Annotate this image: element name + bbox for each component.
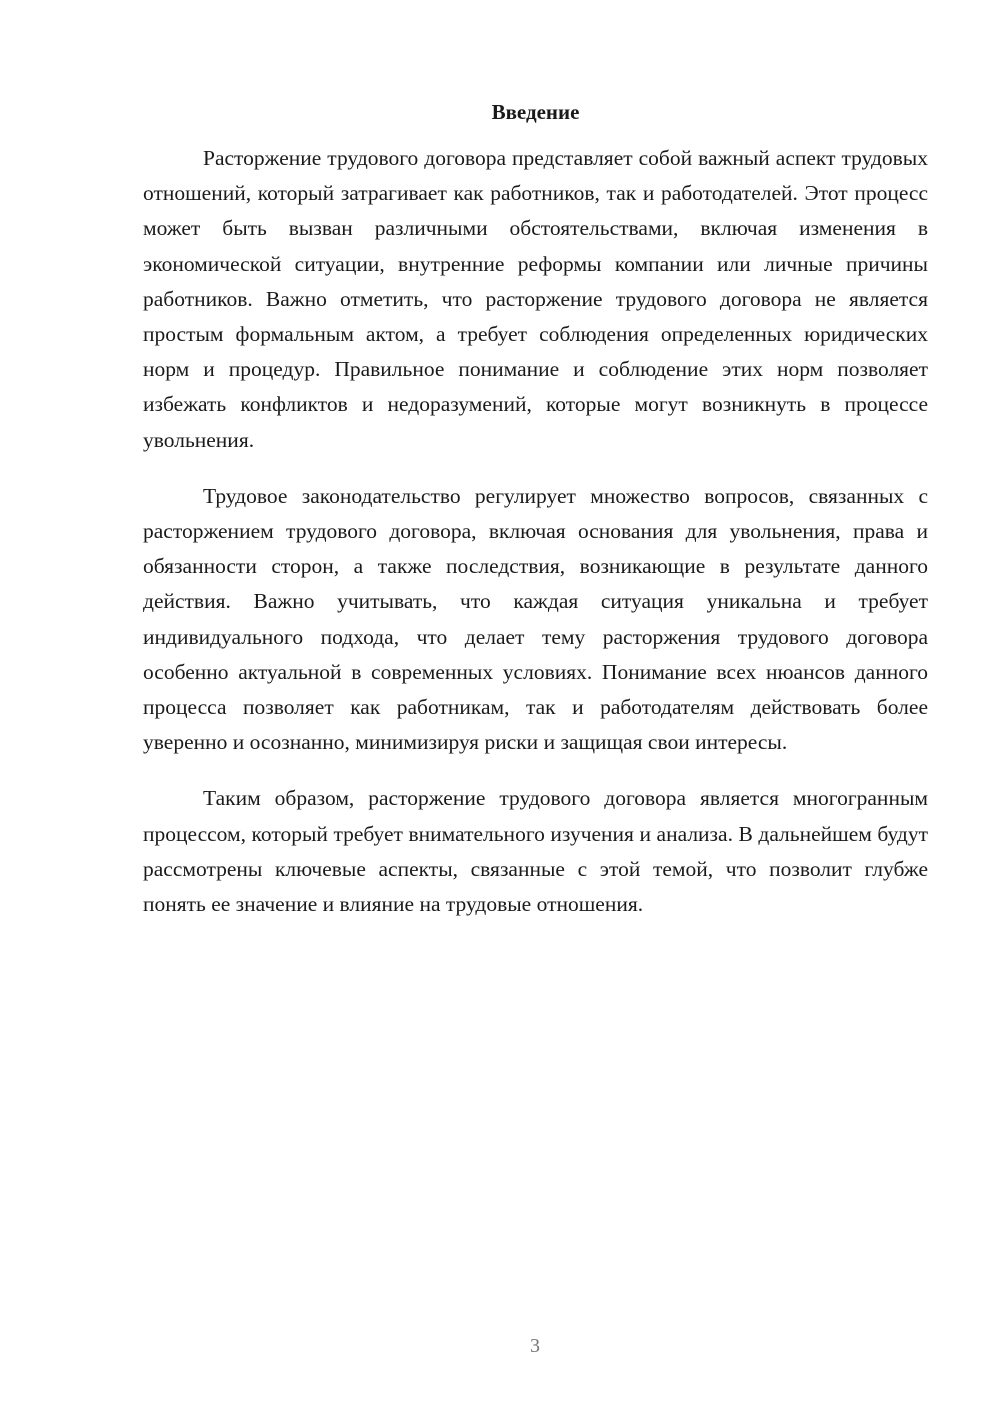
body-text bbox=[143, 141, 928, 922]
paragraph-3: Таким образом, расторжение трудового договора является многогранным процессом, который требует внимательного изучения и анализа. В дальнейшем будут рассмотрены ключевые аспекты, связанные с этой темой, что позволит глубже понять ее значение и влияние на трудовые отношения. bbox=[143, 786, 928, 917]
paragraph-1: Расторжение трудового договора представляет собой важный аспект трудовых отношений, который затрагивает как работников, так и работодателей. Этот процесс может быть вызван различными обстоятельствами, включая изменения в экономической ситуации, внутренние реформы компании или личные причины работников. Важно отметить, что расторжение трудового договора не является простым формальным актом, а требует соблюдения определенных юридических норм и процедур. Правильное понимание и соблюдение этих норм позволяет избежать конфликтов и недоразумений, которые могут возникнуть в процессе увольнения. bbox=[143, 146, 928, 452]
section-heading: Введение bbox=[491, 100, 580, 124]
page-number: 3 bbox=[530, 1335, 540, 1357]
paragraph-2: Трудовое законодательство регулирует множество вопросов, связанных с расторжением трудового договора, включая основания для увольнения, права и обязанности сторон, а также последствия, возникающие в результате данного действия. Важно учитывать, что каждая ситуация уникальна и требует индивидуального подхода, что делает тему расторжения трудового договора особенно актуальной в современных условиях. Понимание всех нюансов данного процесса позволяет как работникам, так и работодателям действовать более уверенно и осознанно, минимизируя риски и защищая свои интересы. bbox=[143, 483, 928, 755]
